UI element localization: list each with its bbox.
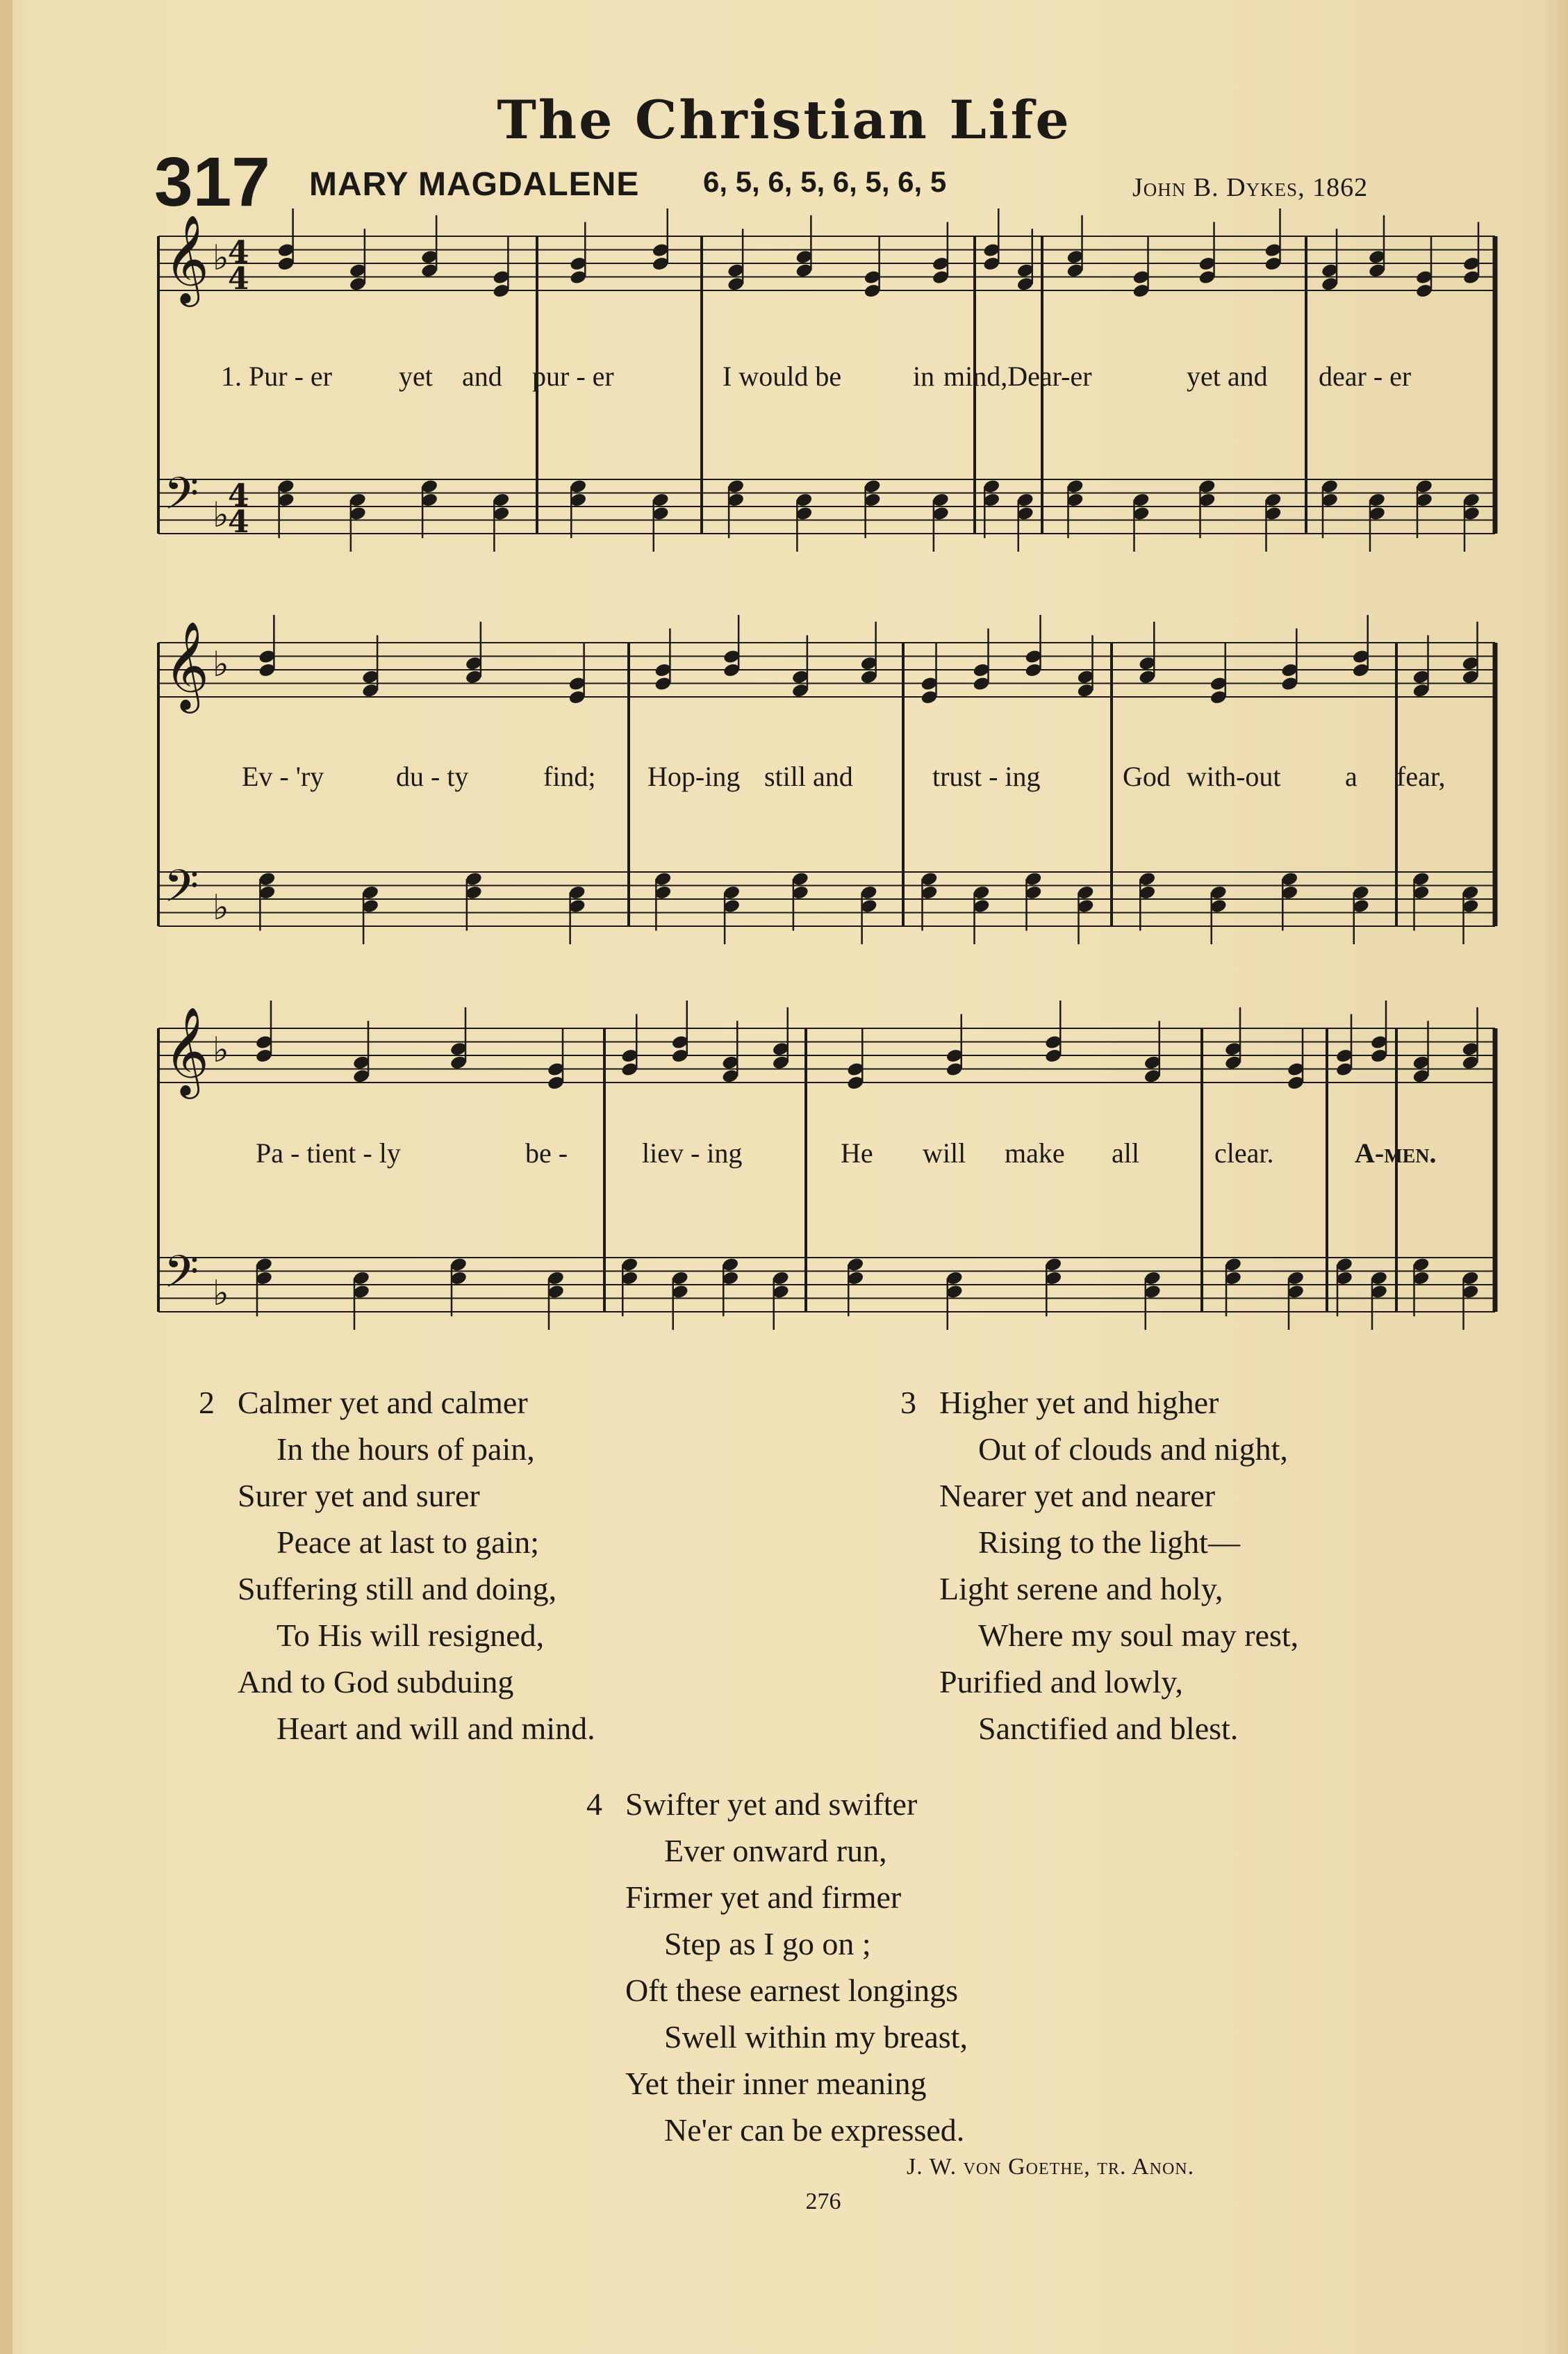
verse-3: [900, 1379, 1299, 1752]
time-signature: 4: [228, 261, 249, 297]
lyric-syllable: will: [923, 1137, 966, 1169]
verse-line: Ne'er can be expressed.: [664, 2112, 965, 2148]
lyric-syllable: He: [841, 1137, 873, 1169]
lyric-syllable: du - ty: [396, 761, 469, 792]
verse-line: In the hours of pain,: [277, 1431, 535, 1467]
verse-line: Purified and lowly,: [939, 1664, 1183, 1699]
bass-clef-icon: 𝄢: [164, 861, 199, 923]
time-signature: 4: [228, 235, 249, 270]
verse-line: Ever onward run,: [664, 1833, 887, 1868]
lyric-syllable: Ev - 'ry: [242, 761, 324, 792]
lyric-syllable: with-out: [1187, 761, 1281, 792]
flat-icon: ♭: [213, 887, 229, 928]
flat-icon: ♭: [213, 1030, 229, 1070]
text-attribution: J. W. von Goethe, tr. Anon.: [907, 2154, 1195, 2180]
tune-name: MARY MAGDALENE: [309, 166, 640, 203]
lyric-syllable: and: [462, 361, 502, 392]
lyric-syllable: Hop-ing: [647, 761, 741, 792]
verse-line: Peace at last to gain;: [277, 1524, 540, 1560]
verse-line: Nearer yet and nearer: [939, 1478, 1216, 1513]
lyric-syllable: 1. Pur - er: [221, 361, 332, 392]
lyric-syllable: all: [1112, 1137, 1139, 1169]
verse-line: Suffering still and doing,: [238, 1571, 557, 1606]
verse-line: Heart and will and mind.: [277, 1711, 595, 1746]
verse-line: Rising to the light—: [978, 1524, 1240, 1560]
treble-clef-icon: 𝄞: [164, 620, 210, 709]
flat-icon: ♭: [213, 1273, 229, 1313]
hymn-number: 317: [154, 143, 270, 221]
lyric-syllable: yet: [399, 361, 433, 392]
lyric-syllable: dear - er: [1319, 361, 1412, 392]
verse-number: 2: [199, 1385, 215, 1420]
bass-clef-icon: 𝄢: [164, 1246, 199, 1309]
verse-line: Light serene and holy,: [939, 1571, 1223, 1606]
time-signature: 4: [228, 504, 249, 540]
verse-line: Swell within my breast,: [664, 2019, 968, 2055]
verse-line: To His will resigned,: [277, 1618, 545, 1653]
lyric-syllable: fear,: [1396, 761, 1446, 792]
verse-number: 3: [900, 1385, 916, 1420]
flat-icon: ♭: [213, 238, 229, 278]
verse-line: Swifter yet and swifter: [625, 1786, 918, 1822]
lyric-syllable: trust - ing: [932, 761, 1041, 792]
lyric-syllable: liev - ing: [642, 1137, 743, 1169]
lyric-amen: A-men.: [1355, 1137, 1437, 1169]
meter: 6, 5, 6, 5, 6, 5, 6, 5: [703, 165, 947, 198]
time-signature: 4: [228, 478, 249, 513]
lyric-syllable: still and: [764, 761, 853, 792]
lyric-syllable: Pa - tient - ly: [256, 1137, 401, 1169]
page-number: 276: [805, 2189, 841, 2214]
lyric-syllable: pur - er: [532, 361, 614, 392]
verse-line: Higher yet and higher: [939, 1385, 1219, 1420]
verse-4: [586, 1781, 968, 2153]
verse-line: Firmer yet and firmer: [625, 1879, 902, 1915]
composer: John B. Dykes, 1862: [1132, 173, 1369, 202]
lyric-syllable: clear.: [1214, 1137, 1274, 1169]
lyric-syllable: yet and: [1187, 361, 1268, 392]
lyric-syllable: mind,Dear-er: [943, 361, 1092, 392]
verse-line: Oft these earnest longings: [625, 1973, 959, 2008]
lyric-syllable: I would be: [723, 361, 842, 392]
verse-line: Calmer yet and calmer: [238, 1385, 528, 1420]
lyric-syllable: a: [1345, 761, 1357, 792]
verse-line: And to God subduing: [238, 1664, 514, 1699]
verse-line: Surer yet and surer: [238, 1478, 480, 1513]
treble-clef-icon: 𝄞: [164, 214, 210, 303]
lyric-syllable: God: [1123, 761, 1171, 792]
verse-line: Where my soul may rest,: [978, 1618, 1299, 1653]
verse-2: [199, 1379, 595, 1752]
verse-line: Out of clouds and night,: [978, 1431, 1288, 1467]
bass-clef-icon: 𝄢: [164, 468, 199, 531]
treble-clef-icon: 𝄞: [164, 1006, 210, 1095]
verse-number: 4: [586, 1786, 602, 1822]
flat-icon: ♭: [213, 495, 229, 535]
lyric-syllable: in: [913, 361, 935, 392]
verse-line: Step as I go on ;: [664, 1926, 871, 1961]
lyric-syllable: make: [1005, 1137, 1065, 1169]
flat-icon: ♭: [213, 644, 229, 684]
lyric-syllable: find;: [543, 761, 596, 792]
lyric-syllable: be -: [525, 1137, 568, 1169]
verse-line: Yet their inner meaning: [625, 2066, 927, 2101]
verse-line: Sanctified and blest.: [978, 1711, 1239, 1746]
section-title: The Christian Life: [497, 89, 1071, 151]
